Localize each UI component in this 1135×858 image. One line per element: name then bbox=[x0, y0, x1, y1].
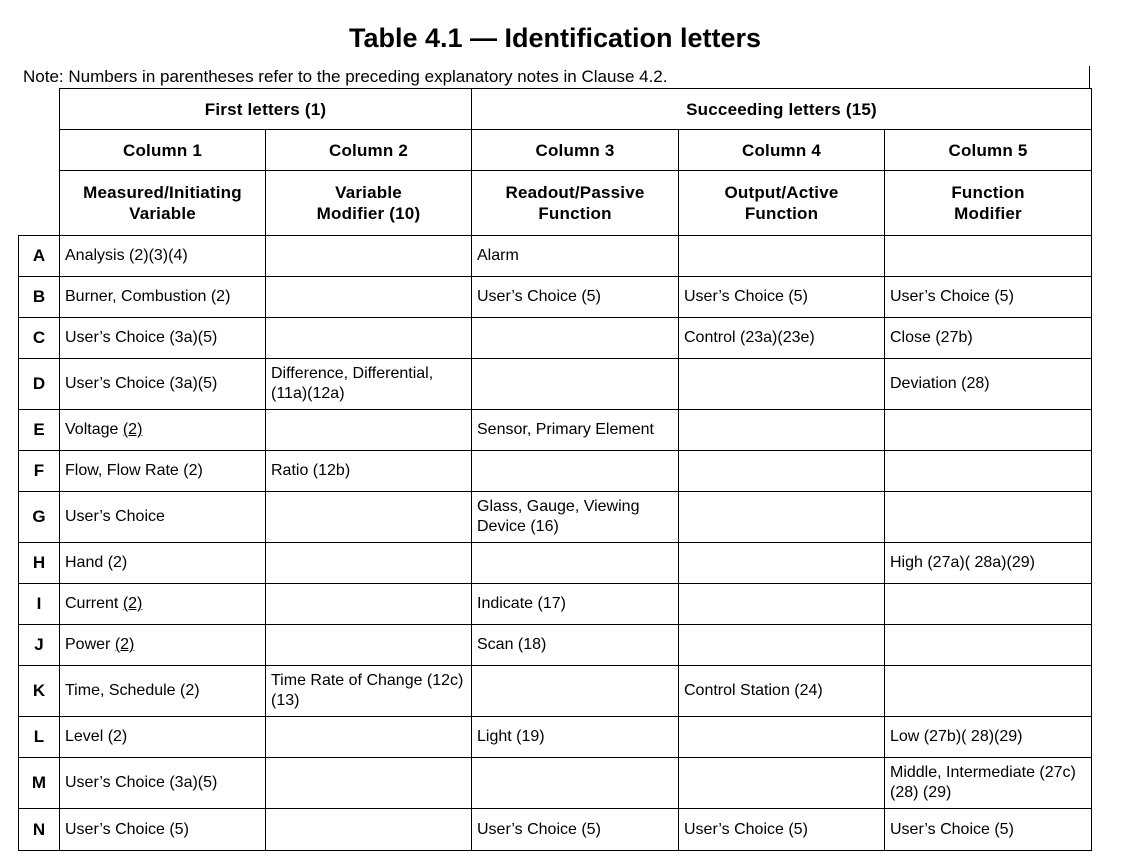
table-row bbox=[19, 277, 1092, 318]
cell-column-3 bbox=[472, 359, 679, 410]
table-row bbox=[19, 359, 1092, 410]
cell-column-5: Low (27b)( 28)(29) bbox=[885, 717, 1092, 758]
row-letter: J bbox=[19, 625, 60, 666]
cell-column-5: High (27a)( 28a)(29) bbox=[885, 543, 1092, 584]
cell-column-5 bbox=[885, 492, 1092, 543]
row-letter: E bbox=[19, 410, 60, 451]
cell-column-5 bbox=[885, 666, 1092, 717]
cell-column-1: User’s Choice (3a)(5) bbox=[60, 758, 266, 809]
cell-column-4: Control (23a)(23e) bbox=[679, 318, 885, 359]
cell-column-2 bbox=[266, 543, 472, 584]
row-letter: G bbox=[19, 492, 60, 543]
table-row bbox=[19, 666, 1092, 717]
row-letter: C bbox=[19, 318, 60, 359]
column-title: Output/Active Function bbox=[679, 171, 885, 236]
cell-column-3 bbox=[472, 758, 679, 809]
column-label: Column 4 bbox=[679, 130, 885, 171]
cell-column-3: Glass, Gauge, Viewing Device (16) bbox=[472, 492, 679, 543]
cell-column-2: Ratio (12b) bbox=[266, 451, 472, 492]
table-row bbox=[19, 236, 1092, 277]
cell-column-2 bbox=[266, 236, 472, 277]
cell-column-2 bbox=[266, 318, 472, 359]
cell-column-3: Indicate (17) bbox=[472, 584, 679, 625]
cell-column-4 bbox=[679, 359, 885, 410]
cell-column-1: Voltage (2) bbox=[60, 410, 266, 451]
cell-column-5: User’s Choice (5) bbox=[885, 277, 1092, 318]
corner-blank bbox=[19, 89, 60, 236]
cell-column-1: Burner, Combustion (2) bbox=[60, 277, 266, 318]
cell-column-5 bbox=[885, 625, 1092, 666]
column-label: Column 2 bbox=[266, 130, 472, 171]
column-label: Column 1 bbox=[60, 130, 266, 171]
column-label: Column 5 bbox=[885, 130, 1092, 171]
cell-column-4 bbox=[679, 451, 885, 492]
cell-column-4 bbox=[679, 410, 885, 451]
note-reference: (2) bbox=[114, 636, 135, 653]
cell-column-4 bbox=[679, 492, 885, 543]
cell-column-3 bbox=[472, 666, 679, 717]
cell-column-1: Power (2) bbox=[60, 625, 266, 666]
row-letter: D bbox=[19, 359, 60, 410]
row-letter: N bbox=[19, 809, 60, 851]
column-title: Variable Modifier (10) bbox=[266, 171, 472, 236]
cell-column-5 bbox=[885, 410, 1092, 451]
cell-column-1: Level (2) bbox=[60, 717, 266, 758]
note-reference: (2) bbox=[122, 421, 143, 438]
cell-column-5: Deviation (28) bbox=[885, 359, 1092, 410]
cell-column-2 bbox=[266, 584, 472, 625]
cell-column-1: User’s Choice (3a)(5) bbox=[60, 359, 266, 410]
row-letter: H bbox=[19, 543, 60, 584]
cell-column-4 bbox=[679, 543, 885, 584]
cell-column-2 bbox=[266, 492, 472, 543]
cell-column-1: Hand (2) bbox=[60, 543, 266, 584]
row-letter: F bbox=[19, 451, 60, 492]
table-row bbox=[19, 492, 1092, 543]
cell-column-2: Difference, Differential, (11a)(12a) bbox=[266, 359, 472, 410]
cell-column-2 bbox=[266, 277, 472, 318]
cell-column-4 bbox=[679, 717, 885, 758]
table-row bbox=[19, 758, 1092, 809]
cell-column-5 bbox=[885, 451, 1092, 492]
row-letter: M bbox=[19, 758, 60, 809]
cell-column-3: Scan (18) bbox=[472, 625, 679, 666]
cell-column-2 bbox=[266, 717, 472, 758]
cell-column-1: Time, Schedule (2) bbox=[60, 666, 266, 717]
table-row bbox=[19, 451, 1092, 492]
table-row bbox=[19, 625, 1092, 666]
group-header-first: First letters (1) bbox=[60, 89, 472, 130]
cell-column-1: Analysis (2)(3)(4) bbox=[60, 236, 266, 277]
column-title: Measured/Initiating Variable bbox=[60, 171, 266, 236]
cell-column-5: Middle, Intermediate (27c)(28) (29) bbox=[885, 758, 1092, 809]
cell-column-3: Alarm bbox=[472, 236, 679, 277]
cell-column-3: Sensor, Primary Element bbox=[472, 410, 679, 451]
cell-column-3 bbox=[472, 451, 679, 492]
note-divider bbox=[1089, 66, 1090, 89]
cell-column-3 bbox=[472, 318, 679, 359]
row-letter: L bbox=[19, 717, 60, 758]
column-title: Readout/Passive Function bbox=[472, 171, 679, 236]
column-label: Column 3 bbox=[472, 130, 679, 171]
table-row bbox=[19, 809, 1092, 851]
row-letter: K bbox=[19, 666, 60, 717]
table-row bbox=[19, 584, 1092, 625]
cell-column-3: User’s Choice (5) bbox=[472, 277, 679, 318]
table-row bbox=[19, 543, 1092, 584]
cell-column-1: Current (2) bbox=[60, 584, 266, 625]
column-title: Function Modifier bbox=[885, 171, 1092, 236]
cell-column-4: User’s Choice (5) bbox=[679, 809, 885, 851]
table-row bbox=[19, 717, 1092, 758]
table-row bbox=[19, 318, 1092, 359]
row-letter: I bbox=[19, 584, 60, 625]
cell-column-1: User’s Choice (5) bbox=[60, 809, 266, 851]
row-letter: B bbox=[19, 277, 60, 318]
group-header-succeeding: Succeeding letters (15) bbox=[472, 89, 1092, 130]
table-title: Table 4.1 — Identification letters bbox=[348, 23, 762, 53]
cell-column-5: Close (27b) bbox=[885, 318, 1092, 359]
cell-column-4 bbox=[679, 236, 885, 277]
cell-column-3 bbox=[472, 543, 679, 584]
row-letter: A bbox=[19, 236, 60, 277]
cell-column-4: User’s Choice (5) bbox=[679, 277, 885, 318]
cell-column-2 bbox=[266, 758, 472, 809]
cell-column-5: User’s Choice (5) bbox=[885, 809, 1092, 851]
cell-column-5 bbox=[885, 236, 1092, 277]
cell-column-4 bbox=[679, 758, 885, 809]
identification-letters-table bbox=[18, 88, 1092, 851]
cell-column-1: Flow, Flow Rate (2) bbox=[60, 451, 266, 492]
cell-column-3: Light (19) bbox=[472, 717, 679, 758]
cell-column-4 bbox=[679, 584, 885, 625]
cell-column-5 bbox=[885, 584, 1092, 625]
cell-column-2: Time Rate of Change (12c)(13) bbox=[266, 666, 472, 717]
cell-column-4: Control Station (24) bbox=[679, 666, 885, 717]
cell-column-2 bbox=[266, 809, 472, 851]
table-row bbox=[19, 410, 1092, 451]
cell-column-2 bbox=[266, 625, 472, 666]
cell-column-2 bbox=[266, 410, 472, 451]
note-reference: (2) bbox=[122, 595, 143, 612]
cell-column-1: User’s Choice (3a)(5) bbox=[60, 318, 266, 359]
cell-column-4 bbox=[679, 625, 885, 666]
cell-column-3: User’s Choice (5) bbox=[472, 809, 679, 851]
cell-column-1: User’s Choice bbox=[60, 492, 266, 543]
table-note: Note: Numbers in parentheses refer to the preceding explanatory notes in Clause 4.2. bbox=[23, 67, 668, 86]
